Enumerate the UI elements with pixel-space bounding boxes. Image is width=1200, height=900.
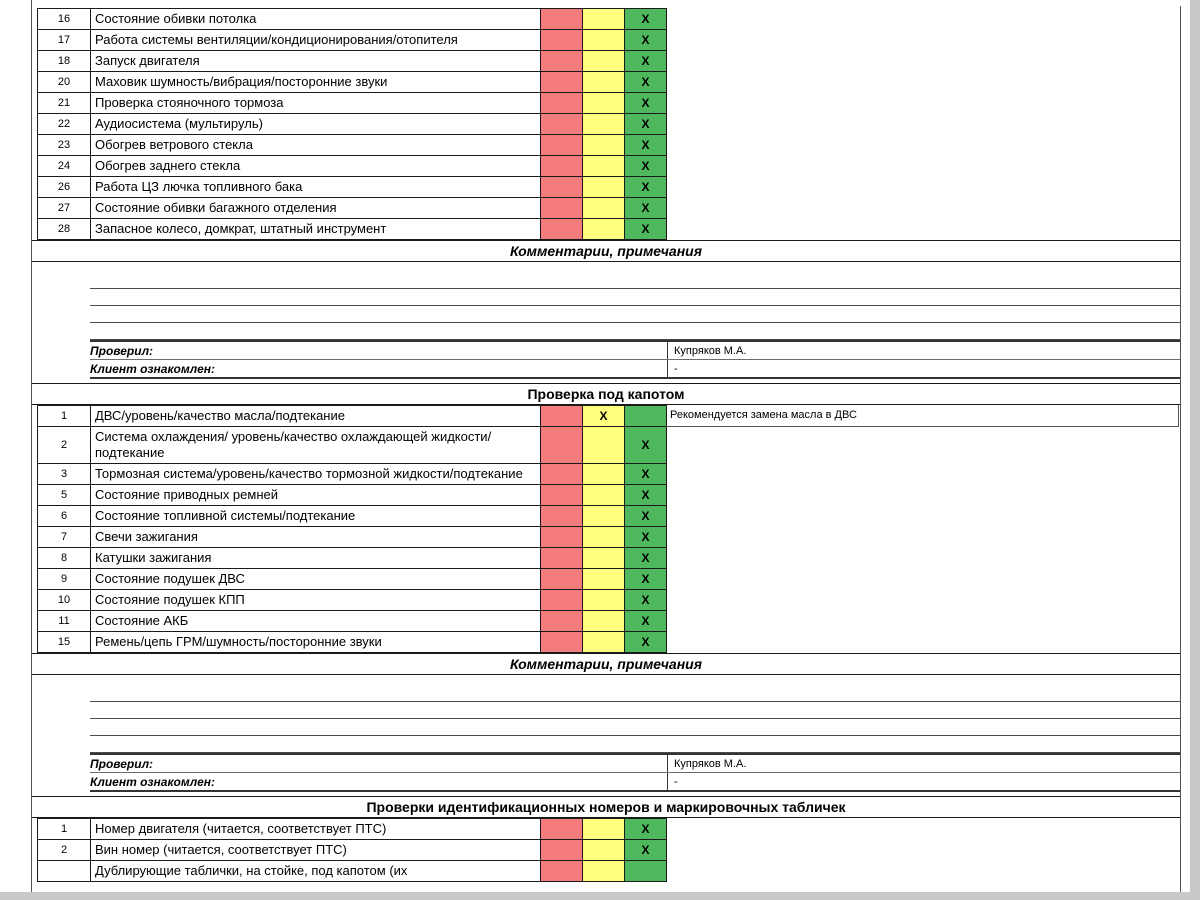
row-label-cell: Номер двигателя (читается, соответствует ПТС)	[91, 819, 541, 840]
row-label-cell: Маховик шумность/вибрация/посторонние звуки	[91, 72, 541, 93]
status-cell-red	[541, 485, 583, 506]
status-cell-green: X	[625, 72, 667, 93]
status-cell-yellow	[583, 840, 625, 861]
status-cell-yellow: X	[583, 406, 625, 427]
row-label-cell: Дублирующие таблички, на стойке, под капотом (их	[91, 861, 541, 882]
table-row	[38, 9, 667, 30]
status-cell-red	[541, 114, 583, 135]
status-cell-red	[541, 30, 583, 51]
status-cell-red	[541, 840, 583, 861]
client-acknowledged-label: Клиент ознакомлен:	[90, 360, 668, 377]
status-cell-green: X	[625, 30, 667, 51]
status-cell-green	[625, 406, 667, 427]
client-acknowledged-label: Клиент ознакомлен:	[90, 773, 668, 790]
status-cell-green: X	[625, 198, 667, 219]
status-cell-yellow	[583, 632, 625, 653]
row-number-cell: 5	[38, 485, 91, 506]
row-label-cell: Тормозная система/уровень/качество тормозной жидкости/подтекание	[91, 464, 541, 485]
status-cell-yellow	[583, 72, 625, 93]
section2-header	[32, 383, 1180, 405]
row-number-cell: 11	[38, 611, 91, 632]
row-label-cell: Аудиосистема (мультируль)	[91, 114, 541, 135]
comment-line	[90, 272, 1180, 289]
status-cell-red	[541, 156, 583, 177]
row-label-cell: Проверка стояночного тормоза	[91, 93, 541, 114]
table-row	[38, 590, 667, 611]
row-label-cell: Запуск двигателя	[91, 51, 541, 72]
status-cell-yellow	[583, 198, 625, 219]
row-label-cell: Состояние приводных ремней	[91, 485, 541, 506]
row-number-cell: 1	[38, 406, 91, 427]
status-cell-yellow	[583, 219, 625, 240]
status-cell-green: X	[625, 135, 667, 156]
status-cell-green: X	[625, 219, 667, 240]
table-row	[38, 30, 667, 51]
comments-block-1	[32, 240, 1180, 379]
status-cell-red	[541, 406, 583, 427]
status-cell-yellow	[583, 590, 625, 611]
row-label-cell: Вин номер (читается, соответствует ПТС)	[91, 840, 541, 861]
row-number-cell: 7	[38, 527, 91, 548]
checked-by-row	[90, 753, 1180, 773]
status-cell-yellow	[583, 861, 625, 882]
row-label-cell: Состояние обивки багажного отделения	[91, 198, 541, 219]
status-cell-red	[541, 632, 583, 653]
row-number-cell: 28	[38, 219, 91, 240]
status-cell-red	[541, 219, 583, 240]
status-cell-green: X	[625, 840, 667, 861]
row-number-cell: 16	[38, 9, 91, 30]
comment-line	[90, 719, 1180, 736]
checked-by-label: Проверил:	[90, 342, 668, 359]
row-number-cell: 27	[38, 198, 91, 219]
status-cell-green: X	[625, 9, 667, 30]
row-label-cell: Ремень/цепь ГРМ/шумность/посторонние звуки	[91, 632, 541, 653]
comment-line	[90, 289, 1180, 306]
table-row	[38, 840, 667, 861]
inspection-sheet	[32, 8, 1180, 882]
table-row	[38, 198, 667, 219]
underhood-check-table	[37, 405, 667, 653]
status-cell-green: X	[625, 611, 667, 632]
section3-header	[32, 796, 1180, 818]
comments-title: Комментарии, примечания	[510, 243, 702, 259]
status-cell-green: X	[625, 93, 667, 114]
status-cell-green: X	[625, 632, 667, 653]
underhood-area	[32, 405, 1180, 653]
status-cell-green: X	[625, 177, 667, 198]
row-label-cell: Состояние топливной системы/подтекание	[91, 506, 541, 527]
table-row	[38, 506, 667, 527]
status-cell-green: X	[625, 464, 667, 485]
row-number-cell: 17	[38, 30, 91, 51]
table-row	[38, 406, 667, 427]
client-acknowledged-row	[90, 360, 1180, 379]
section2-title: Проверка под капотом	[527, 386, 685, 402]
status-cell-red	[541, 548, 583, 569]
table-row	[38, 427, 667, 464]
status-cell-green: X	[625, 590, 667, 611]
row-number-cell: 15	[38, 632, 91, 653]
row-label-cell: Состояние подушек ДВС	[91, 569, 541, 590]
status-cell-yellow	[583, 548, 625, 569]
comments-block-2	[32, 653, 1180, 792]
row-label-cell: Свечи зажигания	[91, 527, 541, 548]
status-cell-yellow	[583, 569, 625, 590]
row-label-cell: Работа системы вентиляции/кондиционирования/отопителя	[91, 30, 541, 51]
table-row	[38, 177, 667, 198]
row-label-cell: Обогрев ветрового стекла	[91, 135, 541, 156]
status-cell-red	[541, 590, 583, 611]
row-number-cell: 23	[38, 135, 91, 156]
row-label-cell: Запасное колесо, домкрат, штатный инструмент	[91, 219, 541, 240]
viewport-edge-right	[1190, 0, 1200, 900]
status-cell-green: X	[625, 427, 667, 464]
status-cell-green: X	[625, 114, 667, 135]
row-label-cell: Катушки зажигания	[91, 548, 541, 569]
checked-by-value: Купряков М.А.	[674, 344, 747, 357]
table-row	[38, 51, 667, 72]
row-label-cell: Обогрев заднего стекла	[91, 156, 541, 177]
client-acknowledged-value: -	[674, 775, 678, 788]
status-cell-yellow	[583, 819, 625, 840]
table-row	[38, 135, 667, 156]
comments-spacer	[32, 262, 1180, 272]
comments-header	[32, 240, 1180, 262]
row-number-cell: 21	[38, 93, 91, 114]
table-row	[38, 548, 667, 569]
comment-line	[90, 306, 1180, 323]
status-cell-yellow	[583, 485, 625, 506]
status-cell-red	[541, 198, 583, 219]
row-number-cell: 18	[38, 51, 91, 72]
status-cell-green: X	[625, 485, 667, 506]
status-cell-yellow	[583, 156, 625, 177]
status-cell-green	[625, 861, 667, 882]
table-row	[38, 72, 667, 93]
row-comment-cell: Рекомендуется замена масла в ДВС	[666, 405, 1179, 427]
row-number-cell: 20	[38, 72, 91, 93]
comments-spacer	[32, 675, 1180, 685]
status-cell-yellow	[583, 464, 625, 485]
comment-line	[90, 736, 1180, 753]
status-cell-red	[541, 9, 583, 30]
table-row	[38, 219, 667, 240]
row-number-cell: 2	[38, 427, 91, 464]
checked-by-value: Купряков М.А.	[674, 757, 747, 770]
status-cell-yellow	[583, 177, 625, 198]
checked-by-row	[90, 340, 1180, 360]
status-cell-red	[541, 177, 583, 198]
status-cell-green: X	[625, 527, 667, 548]
table-row	[38, 569, 667, 590]
row-label-cell: ДВС/уровень/качество масла/подтекание	[91, 406, 541, 427]
comment-line	[90, 702, 1180, 719]
status-cell-yellow	[583, 506, 625, 527]
status-cell-green: X	[625, 156, 667, 177]
viewport-edge-bottom	[0, 892, 1200, 900]
status-cell-red	[541, 427, 583, 464]
table-row	[38, 819, 667, 840]
row-label-cell: Система охлаждения/ уровень/качество охлаждающей жидкости/подтекание	[91, 427, 541, 464]
status-cell-yellow	[583, 527, 625, 548]
row-label-cell: Состояние подушек КПП	[91, 590, 541, 611]
table-row	[38, 632, 667, 653]
table-row	[38, 611, 667, 632]
status-cell-green: X	[625, 51, 667, 72]
row-label-cell: Состояние обивки потолка	[91, 9, 541, 30]
row-number-cell: 22	[38, 114, 91, 135]
row-label-cell: Состояние АКБ	[91, 611, 541, 632]
page-right-border	[1180, 6, 1181, 892]
row-number-cell: 24	[38, 156, 91, 177]
status-cell-red	[541, 506, 583, 527]
status-cell-green: X	[625, 506, 667, 527]
table-row	[38, 527, 667, 548]
row-number-cell: 26	[38, 177, 91, 198]
row-number-cell: 3	[38, 464, 91, 485]
status-cell-red	[541, 819, 583, 840]
status-cell-red	[541, 861, 583, 882]
status-cell-yellow	[583, 9, 625, 30]
status-cell-red	[541, 135, 583, 156]
status-cell-green: X	[625, 819, 667, 840]
comment-line	[90, 685, 1180, 702]
status-cell-yellow	[583, 427, 625, 464]
comments-header	[32, 653, 1180, 675]
row-number-cell: 10	[38, 590, 91, 611]
row-number-cell: 2	[38, 840, 91, 861]
status-cell-yellow	[583, 30, 625, 51]
status-cell-red	[541, 527, 583, 548]
table-row	[38, 485, 667, 506]
status-cell-green: X	[625, 569, 667, 590]
status-cell-red	[541, 51, 583, 72]
status-cell-red	[541, 464, 583, 485]
interior-check-table	[37, 8, 667, 240]
table-row	[38, 156, 667, 177]
idnumbers-check-table	[37, 818, 667, 882]
status-cell-yellow	[583, 135, 625, 156]
table-row	[38, 93, 667, 114]
status-cell-yellow	[583, 93, 625, 114]
comment-line	[90, 323, 1180, 340]
row-number-cell	[38, 861, 91, 882]
status-cell-red	[541, 569, 583, 590]
table-row	[38, 114, 667, 135]
status-cell-yellow	[583, 611, 625, 632]
status-cell-red	[541, 72, 583, 93]
row-number-cell: 1	[38, 819, 91, 840]
client-acknowledged-value: -	[674, 362, 678, 375]
row-label-cell: Работа ЦЗ лючка топливного бака	[91, 177, 541, 198]
checked-by-label: Проверил:	[90, 755, 668, 772]
table-row	[38, 464, 667, 485]
row-number-cell: 9	[38, 569, 91, 590]
status-cell-red	[541, 611, 583, 632]
table-row	[38, 861, 667, 882]
client-acknowledged-row	[90, 773, 1180, 792]
status-cell-yellow	[583, 51, 625, 72]
status-cell-yellow	[583, 114, 625, 135]
status-cell-green: X	[625, 548, 667, 569]
comments-title: Комментарии, примечания	[510, 656, 702, 672]
status-cell-red	[541, 93, 583, 114]
section3-title: Проверки идентификационных номеров и маркировочных табличек	[366, 799, 846, 815]
row-number-cell: 6	[38, 506, 91, 527]
row-number-cell: 8	[38, 548, 91, 569]
